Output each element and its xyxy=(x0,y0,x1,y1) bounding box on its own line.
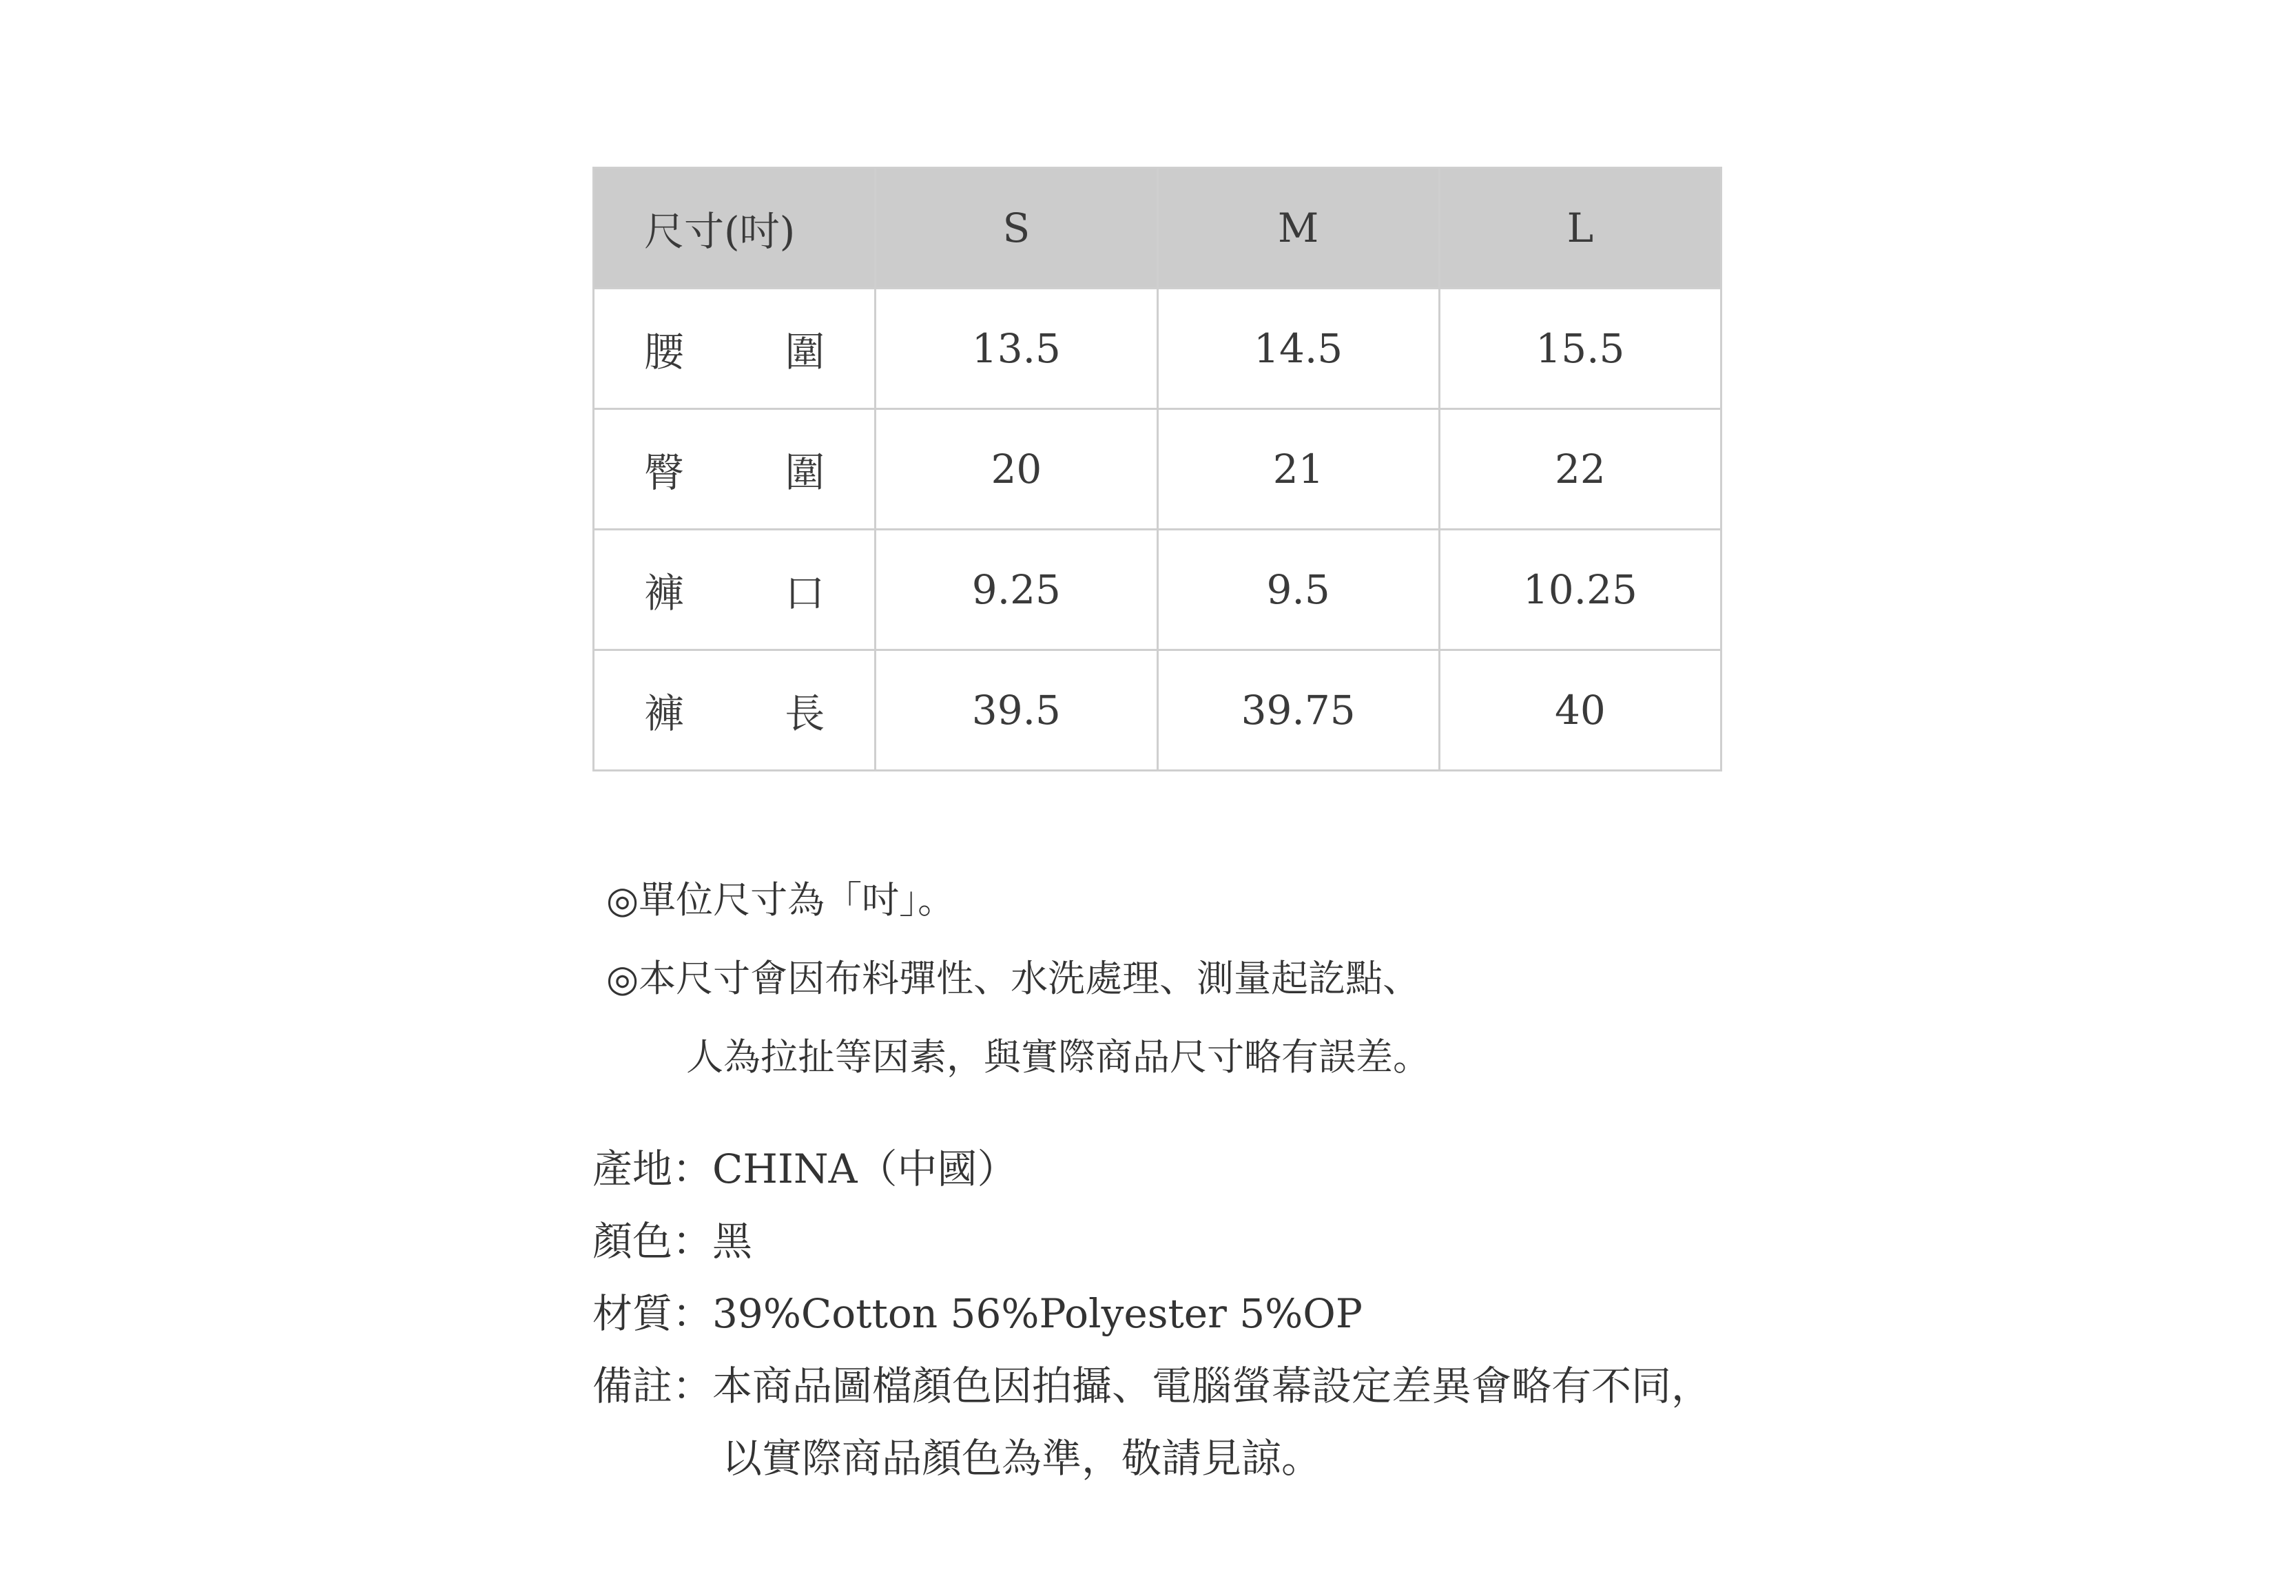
size-header-row xyxy=(594,168,1721,289)
remark-line-2: 以實際商品顏色為準，敬請見諒。 xyxy=(722,1435,1322,1482)
row-label-left: 臀 xyxy=(644,449,685,496)
color-value: 黑 xyxy=(712,1218,753,1265)
table-cell: 10.25 xyxy=(1439,530,1721,650)
row-hip xyxy=(594,409,1721,530)
row-label xyxy=(594,289,876,409)
table-cell: 22 xyxy=(1439,409,1721,530)
row-length xyxy=(594,650,1721,771)
table-cell: 14.5 xyxy=(1157,289,1439,409)
product-info xyxy=(592,1133,1711,1495)
info-origin xyxy=(592,1133,1711,1205)
row-label-right: 長 xyxy=(785,690,825,737)
note-unit: ◎單位尺寸為「吋」。 xyxy=(606,878,955,922)
header-size-l: L xyxy=(1439,168,1721,289)
row-label-left: 腰 xyxy=(644,329,685,375)
remark-line-1: 本商品圖檔顏色因拍攝、電腦螢幕設定差異會略有不同， xyxy=(712,1362,1712,1409)
color-label: 顏色： xyxy=(592,1218,713,1265)
row-label xyxy=(594,530,876,650)
info-color xyxy=(592,1205,1711,1278)
row-label-left: 褲 xyxy=(644,690,685,737)
header-size-unit: 尺寸(吋) xyxy=(594,168,876,289)
info-material xyxy=(592,1278,1711,1350)
row-waist xyxy=(594,289,1721,409)
row-label xyxy=(594,650,876,771)
measurement-notes xyxy=(606,861,1430,1097)
note-tolerance-cont: 人為拉扯等因素，與實際商品尺寸略有誤差。 xyxy=(686,1035,1430,1079)
row-label-left: 褲 xyxy=(644,570,685,616)
table-cell: 21 xyxy=(1157,409,1439,530)
remark-label: 備註： xyxy=(592,1362,713,1409)
table-cell: 15.5 xyxy=(1439,289,1721,409)
table-cell: 39.5 xyxy=(876,650,1157,771)
table-cell: 13.5 xyxy=(876,289,1157,409)
table-cell: 20 xyxy=(876,409,1157,530)
row-label-right: 圍 xyxy=(785,329,825,375)
row-leg-opening xyxy=(594,530,1721,650)
origin-label: 產地： xyxy=(592,1146,713,1192)
material-value: 39%Cotton 56%Polyester 5%OP xyxy=(712,1290,1363,1337)
size-chart-table xyxy=(592,167,1722,771)
row-label-right: 口 xyxy=(785,570,825,616)
info-remark xyxy=(592,1350,1711,1422)
origin-value: CHINA（中國） xyxy=(712,1146,1017,1192)
material-label: 材質： xyxy=(592,1290,713,1337)
table-cell: 39.75 xyxy=(1157,650,1439,771)
table-cell: 9.5 xyxy=(1157,530,1439,650)
table-cell: 40 xyxy=(1439,650,1721,771)
note-tolerance: ◎本尺寸會因布料彈性、水洗處理、測量起訖點、 xyxy=(606,957,1420,1000)
header-size-s: S xyxy=(876,168,1157,289)
row-label xyxy=(594,409,876,530)
table-cell: 9.25 xyxy=(876,530,1157,650)
header-size-m: M xyxy=(1157,168,1439,289)
row-label-right: 圍 xyxy=(785,449,825,496)
